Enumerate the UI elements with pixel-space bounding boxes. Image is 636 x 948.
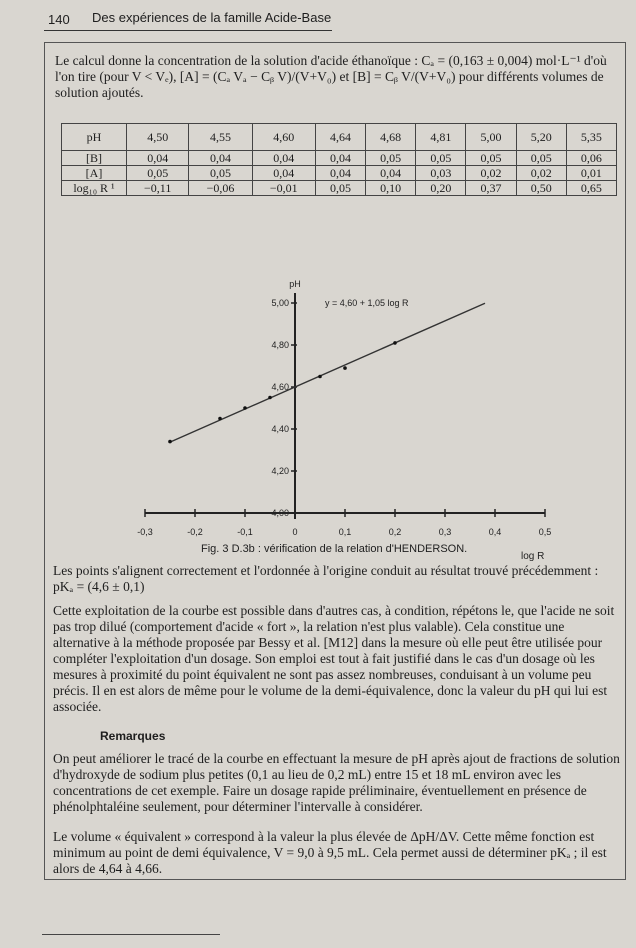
table-cell: 5,20 <box>516 124 566 151</box>
x-tick-label: -0,2 <box>187 527 203 537</box>
y-tick-label: 4,80 <box>271 340 289 350</box>
y-tick-label: 4,00 <box>271 508 289 518</box>
table-cell: 0,04 <box>252 166 315 181</box>
table-cell: 0,04 <box>189 151 252 166</box>
y-tick-label: 5,00 <box>271 298 289 308</box>
table-cell: 4,81 <box>416 124 466 151</box>
table-cell: 4,68 <box>366 124 416 151</box>
data-point <box>218 417 222 421</box>
table-cell: 0,05 <box>466 151 516 166</box>
row-label: [B] <box>62 151 127 166</box>
table-row <box>62 181 617 196</box>
exploitation-paragraph: Cette exploitation de la courbe est possible dans d'autres cas, à condition, répétons le, que l'acide ne soit pas trop dilué (comportement d'acide « fort », la relation n'est plus valable). Cela constitue une alternative à la méthode proposée par Bessy et al. [M12] dans la mesure où elle peut être utilisée pour compléter l'exploitation d'un dosage. Son emploi est tout à fait justifié dans le cas d'un dosage où les mesures à proximité du point équivalent ne sont pas assez nombreuses, conduisant à un volume peu précis. Il en est alors de même pour le volume de la demi-équivalence, donc la valeur du pH qui lui est associée. <box>53 603 615 714</box>
header-rule <box>44 30 332 31</box>
table-cell: 5,35 <box>566 124 616 151</box>
intro-paragraph: Le calcul donne la concentration de la solution d'acide éthanoïque : Cₐ = (0,163 ± 0,004) mol·L⁻¹ d'où l'on tire (pour V < Vₑ), [A] = (Cₐ Vₐ − Cᵦ V)/(V+V₀) et [B] = Cᵦ V/(V+V₀) pour différents volumes de solution ajoutés. <box>55 53 607 100</box>
table-cell: 0,04 <box>315 151 365 166</box>
table-cell: 0,37 <box>466 181 516 196</box>
content-frame <box>44 42 626 880</box>
remark-paragraph-1: On peut améliorer le tracé de la courbe en effectuant la mesure de pH après ajout de fractions de solution d'hydroxyde de sodium plus petites (0,1 au lieu de 0,2 mL) entre 15 et 18 mL environ avec les concentrations de cet exemple. Faire un dosage rapide préliminaire, éventuellement en présence de phénolphtaléine seulement, pour déterminer l'intervalle à considérer. <box>53 751 620 814</box>
table-cell: 5,00 <box>466 124 516 151</box>
table-cell: 0,04 <box>366 166 416 181</box>
page-number: 140 <box>48 12 70 27</box>
table-cell: 0,65 <box>566 181 616 196</box>
y-tick-label: 4,60 <box>271 382 289 392</box>
table-cell: −0,11 <box>127 181 189 196</box>
table-cell: 0,05 <box>315 181 365 196</box>
table-cell: 0,02 <box>516 166 566 181</box>
x-tick-label: 0,1 <box>338 527 352 537</box>
table-cell: 0,04 <box>127 151 189 166</box>
table-cell: 0,04 <box>252 151 315 166</box>
result-paragraph: Les points s'alignent correctement et l'ordonnée à l'origine conduit au résultat trouvé précédemment : pKₐ = (4,6 ± 0,1) <box>53 563 599 594</box>
table-cell: −0,06 <box>189 181 252 196</box>
data-point <box>393 341 397 345</box>
table-cell: 0,50 <box>516 181 566 196</box>
table-cell: 0,20 <box>416 181 466 196</box>
table-cell: −0,01 <box>252 181 315 196</box>
table-cell: 4,64 <box>315 124 365 151</box>
x-tick-label: -0,3 <box>137 527 153 537</box>
table-cell: 0,04 <box>315 166 365 181</box>
table-cell: 0,06 <box>566 151 616 166</box>
y-tick-label: 4,40 <box>271 424 289 434</box>
x-tick-label: -0,1 <box>237 527 253 537</box>
fit-equation: y = 4,60 + 1,05 log R <box>325 298 409 308</box>
x-tick-label: 0,2 <box>388 527 402 537</box>
table-row <box>62 151 617 166</box>
remarks-heading: Remarques <box>100 729 166 743</box>
table-cell: 0,05 <box>416 151 466 166</box>
data-point <box>168 440 172 444</box>
table-row <box>62 124 617 151</box>
x-tick-label: 0,4 <box>488 527 502 537</box>
table-cell: 4,50 <box>127 124 189 151</box>
fit-line <box>170 303 485 442</box>
data-point <box>243 406 247 410</box>
table-cell: 0,05 <box>127 166 189 181</box>
data-point <box>318 375 322 379</box>
row-label: pH <box>62 124 127 151</box>
footnote-rule <box>42 934 220 935</box>
row-label: log₁₀ R ¹ <box>62 181 127 196</box>
x-tick-label: 0 <box>292 527 298 537</box>
table-cell: 4,60 <box>252 124 315 151</box>
table-cell: 0,03 <box>416 166 466 181</box>
y-tick-label: 4,20 <box>271 466 289 476</box>
table-cell: 0,02 <box>466 166 516 181</box>
table-cell: 0,05 <box>366 151 416 166</box>
x-axis-label: log R <box>521 551 545 562</box>
figure-caption: Fig. 3 D.3b : vérification de la relation d'HENDERSON. <box>201 543 468 555</box>
row-label: [A] <box>62 166 127 181</box>
table-cell: 0,05 <box>189 166 252 181</box>
table-cell: 0,05 <box>516 151 566 166</box>
running-title: Des expériences de la famille Acide-Base <box>92 10 332 25</box>
table-row <box>62 166 617 181</box>
data-point <box>343 366 347 370</box>
remark-paragraph-2: Le volume « équivalent » correspond à la valeur la plus élevée de ΔpH/ΔV. Cette même fonction est minimum au point de demi équivalence, V = 9,0 à 9,5 mL. Cela permet aussi de déterminer pKₐ ; il est alors de 4,64 à 4,66. <box>53 829 607 876</box>
y-axis-label: pH <box>289 279 301 289</box>
x-tick-label: 0,5 <box>538 527 552 537</box>
table-cell: 0,01 <box>566 166 616 181</box>
table-cell: 4,55 <box>189 124 252 151</box>
data-point <box>268 396 272 400</box>
x-tick-label: 0,3 <box>438 527 452 537</box>
table-cell: 0,10 <box>366 181 416 196</box>
data-table <box>61 123 617 196</box>
